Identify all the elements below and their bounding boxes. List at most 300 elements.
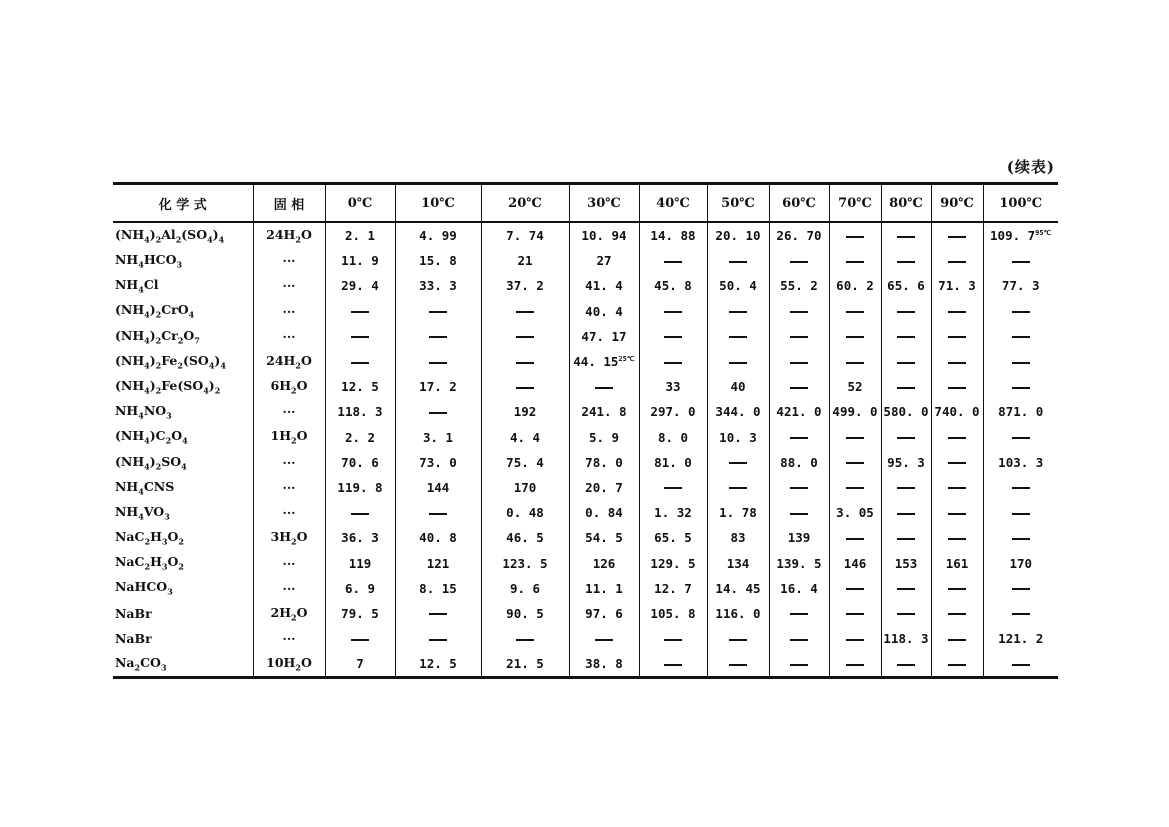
no-data-dash: [790, 613, 808, 615]
solubility-value-cell: 170: [481, 475, 569, 500]
solubility-value-cell: [569, 374, 639, 399]
solubility-value-cell: 60. 2: [829, 273, 881, 298]
solubility-value-cell: [829, 324, 881, 349]
solubility-value-cell: [983, 374, 1058, 399]
solubility-value-cell: [829, 450, 881, 475]
solubility-value-cell: [983, 525, 1058, 550]
solubility-value-cell: [829, 475, 881, 500]
table-row: [113, 576, 1058, 601]
solid-phase-cell: ···: [253, 550, 325, 575]
header-temperature: 90℃: [931, 184, 983, 223]
solubility-value-cell: 170: [983, 550, 1058, 575]
no-data-dash: [429, 513, 447, 515]
solubility-value-cell: 192: [481, 399, 569, 424]
solubility-value-cell: [707, 299, 769, 324]
solubility-value-cell: 33: [639, 374, 707, 399]
solubility-value-cell: 421. 0: [769, 399, 829, 424]
no-data-dash: [729, 462, 747, 464]
header-temperature: 60℃: [769, 184, 829, 223]
solubility-value-cell: [639, 651, 707, 678]
no-data-dash: [948, 538, 966, 540]
solid-phase-cell: ···: [253, 299, 325, 324]
solubility-value-cell: 5. 9: [569, 425, 639, 450]
solubility-value-cell: 38. 8: [569, 651, 639, 678]
solubility-value-cell: [707, 349, 769, 374]
solubility-value-cell: [983, 651, 1058, 678]
no-data-dash: [429, 412, 447, 414]
solubility-value-cell: 20. 7: [569, 475, 639, 500]
solubility-value-cell: [829, 425, 881, 450]
no-data-dash: [1012, 613, 1030, 615]
no-data-dash: [846, 664, 864, 666]
formula-cell: $NH_4HCO_3$: [115, 252, 183, 270]
solubility-value-cell: [983, 425, 1058, 450]
solubility-value-cell: [931, 248, 983, 273]
solubility-value-cell: [983, 349, 1058, 374]
header-temperature: 70℃: [829, 184, 881, 223]
solubility-value-cell: [395, 324, 481, 349]
no-data-dash: [351, 362, 369, 364]
solubility-value-cell: [983, 248, 1058, 273]
solubility-value-cell: 11. 1: [569, 576, 639, 601]
solubility-value-cell: [881, 425, 931, 450]
solubility-value-cell: 119. 8: [325, 475, 395, 500]
solubility-value-cell: 77. 3: [983, 273, 1058, 298]
solubility-value-cell: [769, 425, 829, 450]
no-data-dash: [897, 513, 915, 515]
solubility-value-cell: 103. 3: [983, 450, 1058, 475]
solid-phase-cell: $24H_2O$: [253, 349, 325, 374]
no-data-dash: [1012, 513, 1030, 515]
no-data-dash: [1012, 387, 1030, 389]
solubility-value-cell: 344. 0: [707, 399, 769, 424]
formula-cell: $Na_2CO_3$: [115, 655, 167, 673]
solubility-value-cell: 81. 0: [639, 450, 707, 475]
solubility-value-cell: 20. 10: [707, 222, 769, 248]
solubility-value-cell: 12. 5: [395, 651, 481, 678]
solubility-value-cell: 78. 0: [569, 450, 639, 475]
no-data-dash: [664, 311, 682, 313]
solubility-value-cell: 161: [931, 550, 983, 575]
no-data-dash: [1012, 437, 1030, 439]
solid-phase-cell: $2H_2O$: [253, 601, 325, 626]
solubility-value-cell: 95. 3: [881, 450, 931, 475]
table-row: [113, 349, 1058, 374]
no-data-dash: [897, 336, 915, 338]
formula-cell: $(NH_4)_2CrO_4$: [115, 302, 195, 320]
no-data-dash: [729, 261, 747, 263]
solubility-value-cell: 83: [707, 525, 769, 550]
solubility-value-cell: [829, 651, 881, 678]
solubility-value-cell: 499. 0: [829, 399, 881, 424]
solubility-value-cell: [931, 525, 983, 550]
solubility-value-cell: [769, 601, 829, 626]
solubility-value-cell: 17. 2: [395, 374, 481, 399]
solubility-value-cell: [931, 425, 983, 450]
header-formula: 化 学 式: [113, 184, 253, 223]
no-data-dash: [664, 664, 682, 666]
solubility-value-cell: [325, 626, 395, 651]
no-data-dash: [846, 613, 864, 615]
no-data-dash: [351, 513, 369, 515]
solubility-value-cell: 14. 45: [707, 576, 769, 601]
solubility-value-cell: 144: [395, 475, 481, 500]
formula-cell: NaBr: [115, 631, 152, 647]
solubility-value-cell: [707, 475, 769, 500]
solubility-value-cell: [769, 651, 829, 678]
solubility-value-cell: [481, 299, 569, 324]
no-data-dash: [948, 664, 966, 666]
solubility-value-cell: 134: [707, 550, 769, 575]
solubility-value-cell: 54. 5: [569, 525, 639, 550]
no-data-dash: [846, 362, 864, 364]
solubility-value-cell: [769, 324, 829, 349]
solubility-value-cell: [829, 601, 881, 626]
solubility-value-cell: 10. 3: [707, 425, 769, 450]
no-data-dash: [729, 487, 747, 489]
solid-phase-cell: ···: [253, 399, 325, 424]
no-data-dash: [897, 311, 915, 313]
no-data-dash: [664, 336, 682, 338]
no-data-dash: [948, 261, 966, 263]
table-row: [113, 299, 1058, 324]
no-data-dash: [790, 513, 808, 515]
solubility-value-cell: [481, 324, 569, 349]
solubility-value-cell: [639, 349, 707, 374]
no-data-dash: [1012, 336, 1030, 338]
no-data-dash: [790, 639, 808, 641]
solubility-value-cell: [829, 349, 881, 374]
solubility-value-cell: 47. 17: [569, 324, 639, 349]
solubility-value-cell: 118. 3: [325, 399, 395, 424]
no-data-dash: [729, 664, 747, 666]
formula-cell: $(NH_4)_2Cr_2O_7$: [115, 327, 200, 346]
no-data-dash: [897, 538, 915, 540]
solubility-value-cell: [769, 349, 829, 374]
solubility-value-cell: 153: [881, 550, 931, 575]
solubility-value-cell: [481, 374, 569, 399]
solid-phase-cell: $24H_2O$: [253, 222, 325, 248]
solubility-value-cell: [881, 525, 931, 550]
solubility-value-cell: 12. 5: [325, 374, 395, 399]
solid-phase-cell: ···: [253, 273, 325, 298]
table-row: [113, 425, 1058, 450]
no-data-dash: [897, 588, 915, 590]
solid-phase-cell: $10H_2O$: [253, 651, 325, 678]
solubility-value-cell: 105. 8: [639, 601, 707, 626]
solubility-value-cell: [931, 626, 983, 651]
solubility-value-cell: 29. 4: [325, 273, 395, 298]
solubility-value-cell: 241. 8: [569, 399, 639, 424]
solubility-value-cell: [639, 475, 707, 500]
solubility-value-cell: 26. 70: [769, 222, 829, 248]
table-row: [113, 273, 1058, 298]
header-temperature: 20℃: [481, 184, 569, 223]
solubility-value-cell: 2. 2: [325, 425, 395, 450]
solubility-value-cell: [481, 349, 569, 374]
solubility-value-cell: [395, 399, 481, 424]
solubility-value-cell: [983, 500, 1058, 525]
table-row: [113, 248, 1058, 273]
formula-cell: NaHCO$_3$: [115, 579, 173, 597]
no-data-dash: [429, 362, 447, 364]
solubility-value-cell: [325, 324, 395, 349]
no-data-dash: [729, 311, 747, 313]
header-solid-phase: 固 相: [253, 184, 325, 223]
table-row: [113, 399, 1058, 424]
table-body: [113, 222, 1058, 678]
no-data-dash: [846, 588, 864, 590]
solubility-value-cell: 10. 94: [569, 222, 639, 248]
no-data-dash: [790, 311, 808, 313]
solubility-value-cell: [931, 374, 983, 399]
solubility-value-cell: [769, 475, 829, 500]
solubility-value-cell: 7: [325, 651, 395, 678]
solubility-value-cell: 73. 0: [395, 450, 481, 475]
no-data-dash: [351, 336, 369, 338]
solid-phase-cell: ···: [253, 248, 325, 273]
solubility-value-cell: 3. 05: [829, 500, 881, 525]
solubility-value-cell: [325, 299, 395, 324]
no-data-dash: [516, 311, 534, 313]
no-data-dash: [1012, 487, 1030, 489]
no-data-dash: [948, 639, 966, 641]
no-data-dash: [351, 311, 369, 313]
solubility-value-cell: 0. 48: [481, 500, 569, 525]
no-data-dash: [790, 362, 808, 364]
solubility-value-cell: 3. 1: [395, 425, 481, 450]
header-temperature: 10℃: [395, 184, 481, 223]
solubility-value-cell: [829, 299, 881, 324]
no-data-dash: [516, 362, 534, 364]
solubility-value-cell: 8. 0: [639, 425, 707, 450]
solubility-value-cell: [707, 651, 769, 678]
solubility-value-cell: [395, 500, 481, 525]
solubility-value-cell: 2. 1: [325, 222, 395, 248]
solubility-value-cell: 1. 78: [707, 500, 769, 525]
no-data-dash: [790, 437, 808, 439]
no-data-dash: [1012, 664, 1030, 666]
no-data-dash: [429, 311, 447, 313]
formula-cell: NaBr: [115, 605, 152, 621]
header-temperature: 80℃: [881, 184, 931, 223]
solubility-value-cell: 65. 5: [639, 525, 707, 550]
formula-cell: $(NH_4)_2SO_4$: [115, 453, 187, 472]
solubility-value-cell: 146: [829, 550, 881, 575]
no-data-dash: [516, 336, 534, 338]
solubility-value-cell: 4. 99: [395, 222, 481, 248]
solubility-value-cell: [707, 324, 769, 349]
solubility-value-cell: [639, 248, 707, 273]
solubility-value-cell: 116. 0: [707, 601, 769, 626]
no-data-dash: [897, 437, 915, 439]
solubility-value-cell: [395, 349, 481, 374]
no-data-dash: [846, 639, 864, 641]
solubility-value-cell: [881, 576, 931, 601]
header-row: [113, 184, 1058, 223]
table-row: [113, 525, 1058, 550]
solubility-value-cell: [881, 601, 931, 626]
solid-phase-cell: $1H_2O$: [253, 425, 325, 450]
table-row: [113, 475, 1058, 500]
solubility-value-cell: [983, 475, 1058, 500]
table-caption: (续表): [1006, 158, 1055, 176]
no-data-dash: [948, 362, 966, 364]
solubility-value-cell: 12. 7: [639, 576, 707, 601]
no-data-dash: [790, 387, 808, 389]
table-row: [113, 550, 1058, 575]
formula-cell: $NaC_2H_3O_2$: [115, 529, 184, 547]
solubility-value-cell: 11. 9: [325, 248, 395, 273]
solubility-value-cell: [707, 450, 769, 475]
solubility-value-cell: [639, 626, 707, 651]
solubility-value-cell: [881, 651, 931, 678]
formula-cell: $(NH_4)C_2O_4$: [115, 428, 188, 446]
no-data-dash: [429, 639, 447, 641]
solubility-value-cell: 27: [569, 248, 639, 273]
solubility-value-cell: [639, 299, 707, 324]
solubility-value-cell: [881, 500, 931, 525]
solubility-value-cell: 4. 4: [481, 425, 569, 450]
formula-cell: $(NH_4)_2Fe_2(SO_4)_4$: [115, 352, 226, 371]
solubility-value-cell: 297. 0: [639, 399, 707, 424]
solubility-value-cell: [881, 374, 931, 399]
solid-phase-cell: ···: [253, 500, 325, 525]
solubility-value-cell: [983, 324, 1058, 349]
solubility-value-cell: [931, 475, 983, 500]
solubility-value-cell: [769, 626, 829, 651]
no-data-dash: [790, 336, 808, 338]
table-row: [113, 450, 1058, 475]
no-data-dash: [595, 639, 613, 641]
solubility-value-cell: [639, 324, 707, 349]
solubility-value-cell: [829, 222, 881, 248]
solubility-value-cell: 90. 5: [481, 601, 569, 626]
solubility-value-cell: 44. $15^{25℃}$: [569, 349, 639, 374]
no-data-dash: [664, 487, 682, 489]
solubility-value-cell: 139: [769, 525, 829, 550]
solubility-value-cell: 580. 0: [881, 399, 931, 424]
solubility-value-cell: 6. 9: [325, 576, 395, 601]
no-data-dash: [664, 261, 682, 263]
header-temperature: 0℃: [325, 184, 395, 223]
solubility-value-cell: 70. 6: [325, 450, 395, 475]
header-temperature: 100℃: [983, 184, 1058, 223]
no-data-dash: [846, 336, 864, 338]
solubility-value-cell: [983, 576, 1058, 601]
header-temperature: 50℃: [707, 184, 769, 223]
no-data-dash: [897, 362, 915, 364]
no-data-dash: [948, 311, 966, 313]
solubility-value-cell: [881, 475, 931, 500]
table-row: [113, 324, 1058, 349]
solubility-value-cell: [881, 248, 931, 273]
solubility-value-cell: 121. 2: [983, 626, 1058, 651]
no-data-dash: [948, 336, 966, 338]
no-data-dash: [948, 236, 966, 238]
solubility-value-cell: 129. 5: [639, 550, 707, 575]
no-data-dash: [897, 261, 915, 263]
solubility-value-cell: [931, 349, 983, 374]
solubility-value-cell: 121: [395, 550, 481, 575]
header-temperature: 30℃: [569, 184, 639, 223]
solubility-value-cell: 139. 5: [769, 550, 829, 575]
solubility-value-cell: [931, 601, 983, 626]
solubility-value-cell: [931, 450, 983, 475]
formula-cell: $NH_4VO_3$: [115, 503, 170, 522]
solubility-value-cell: 126: [569, 550, 639, 575]
solubility-value-cell: [769, 374, 829, 399]
solubility-value-cell: 16. 4: [769, 576, 829, 601]
solubility-value-cell: 75. 4: [481, 450, 569, 475]
table-row: [113, 651, 1058, 678]
solubility-value-cell: [569, 626, 639, 651]
solubility-value-cell: 119: [325, 550, 395, 575]
solubility-value-cell: 33. 3: [395, 273, 481, 298]
solubility-value-cell: [983, 601, 1058, 626]
solubility-value-cell: [931, 324, 983, 349]
no-data-dash: [846, 311, 864, 313]
solubility-value-cell: [829, 576, 881, 601]
solubility-value-cell: 740. 0: [931, 399, 983, 424]
no-data-dash: [595, 387, 613, 389]
formula-cell: $NH_4NO_3$: [115, 403, 172, 421]
solubility-value-cell: [881, 349, 931, 374]
no-data-dash: [897, 387, 915, 389]
no-data-dash: [1012, 311, 1030, 313]
solubility-value-cell: 40. 4: [569, 299, 639, 324]
solubility-value-cell: 41. 4: [569, 273, 639, 298]
no-data-dash: [846, 261, 864, 263]
solubility-value-cell: 871. 0: [983, 399, 1058, 424]
no-data-dash: [846, 437, 864, 439]
no-data-dash: [1012, 261, 1030, 263]
solubility-value-cell: [769, 500, 829, 525]
no-data-dash: [790, 487, 808, 489]
solubility-value-cell: 37. 2: [481, 273, 569, 298]
no-data-dash: [846, 487, 864, 489]
table-row: [113, 601, 1058, 626]
no-data-dash: [790, 261, 808, 263]
solubility-value-cell: 36. 3: [325, 525, 395, 550]
solubility-value-cell: 79. 5: [325, 601, 395, 626]
solubility-value-cell: [395, 601, 481, 626]
solid-phase-cell: ···: [253, 450, 325, 475]
solubility-value-cell: 7. 74: [481, 222, 569, 248]
no-data-dash: [948, 588, 966, 590]
solubility-value-cell: [931, 500, 983, 525]
solubility-value-cell: 15. 8: [395, 248, 481, 273]
solubility-value-cell: 88. 0: [769, 450, 829, 475]
solubility-value-cell: 21: [481, 248, 569, 273]
no-data-dash: [948, 613, 966, 615]
solid-phase-cell: $3H_2O$: [253, 525, 325, 550]
solubility-value-cell: 109. $7^{95℃}$: [983, 222, 1058, 248]
no-data-dash: [790, 664, 808, 666]
no-data-dash: [429, 613, 447, 615]
solubility-value-cell: [325, 500, 395, 525]
solubility-value-cell: [829, 525, 881, 550]
solubility-value-cell: 71. 3: [931, 273, 983, 298]
table-row: [113, 374, 1058, 399]
no-data-dash: [429, 336, 447, 338]
solubility-value-cell: [395, 299, 481, 324]
solubility-value-cell: [829, 626, 881, 651]
solid-phase-cell: ···: [253, 576, 325, 601]
no-data-dash: [1012, 362, 1030, 364]
no-data-dash: [351, 639, 369, 641]
solubility-value-cell: 0. 84: [569, 500, 639, 525]
